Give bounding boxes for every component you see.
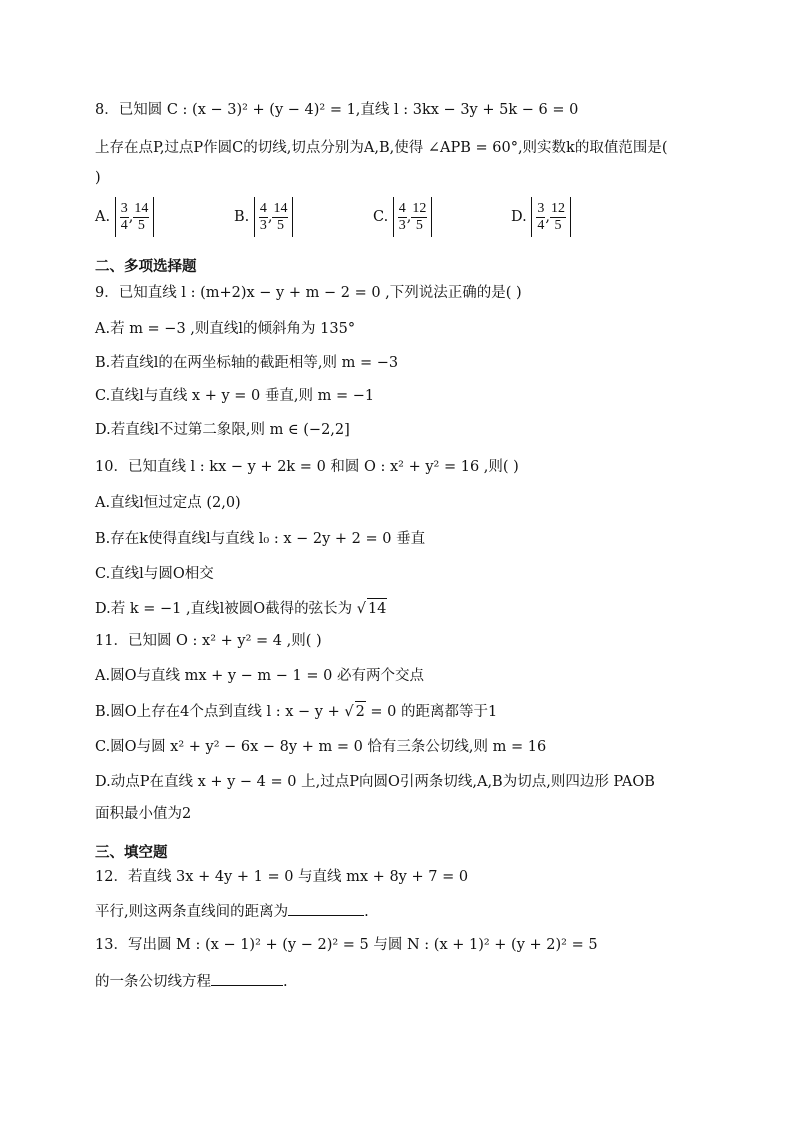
q9-option-a: A.若 m = −3 ,则直线l的倾斜角为 135° [95, 321, 356, 337]
denominator: 5 [554, 217, 562, 233]
stem-text: 的一条公切线方程 [95, 974, 211, 990]
q10-option-a: A.直线l恒过定点 (2,0) [95, 495, 241, 511]
q11-option-a: A.圆O与直线 mx + y − m − 1 = 0 必有两个交点 [95, 668, 424, 684]
q8-stem-line3: ) [95, 170, 101, 186]
interval: $\frac{4}{3}$ , $\frac{12}{5}$ [393, 197, 433, 237]
q11-option-b [95, 701, 497, 722]
numerator: 12 [550, 200, 565, 216]
fraction [133, 201, 149, 234]
q11-option-c: C.圆O与圆 x² + y² − 6x − 8y + m = 0 恰有三条公切线,则 m = 16 [95, 739, 547, 755]
numerator: 3 [537, 200, 545, 216]
fraction [120, 201, 129, 234]
q10-option-d [95, 598, 387, 619]
radicand: 14 [367, 598, 387, 619]
fraction [398, 201, 407, 234]
fraction [259, 201, 268, 234]
q11-option-d-line1: D.动点P在直线 x + y − 4 = 0 上,过点P向圆O引两条切线,A,B为切点,则四边形 PAOB [95, 774, 655, 790]
interval: $\frac{3}{4}$ , $\frac{14}{5}$ [115, 197, 155, 237]
numerator: 14 [134, 200, 149, 216]
q11-option-d-line2: 面积最小值为2 [95, 806, 192, 822]
numerator: 4 [259, 200, 267, 216]
q8-option-a [95, 197, 154, 237]
numerator: 12 [412, 200, 427, 216]
numerator: 3 [120, 200, 128, 216]
option-text: B.圆O上存在4个点到直线 l : x − y + √ [95, 704, 354, 720]
numerator: 14 [273, 200, 288, 216]
fraction [536, 201, 545, 234]
option-label: B. [234, 209, 250, 225]
denominator: 4 [537, 217, 545, 233]
denominator: 5 [276, 217, 284, 233]
q9-option-c: C.直线l与直线 x + y = 0 垂直,则 m = −1 [95, 388, 375, 404]
q12-stem-line2 [95, 901, 369, 922]
denominator: 5 [415, 217, 423, 233]
section-heading-multiple-choice: 二、多项选择题 [95, 259, 197, 275]
numerator: 4 [398, 200, 406, 216]
q10-option-c: C.直线l与圆O相交 [95, 566, 214, 582]
q8-option-b [234, 197, 293, 237]
answer-blank[interactable] [211, 971, 283, 986]
denominator: 5 [137, 217, 145, 233]
section-heading-fill-in: 三、填空题 [95, 845, 168, 861]
interval: $\frac{4}{3}$ , $\frac{14}{5}$ [254, 197, 294, 237]
option-text: D.若 k = −1 ,直线l被圆O截得的弦长为 √ [95, 601, 366, 617]
denominator: 3 [398, 217, 406, 233]
q8-stem-line2: 上存在点P,过点P作圆C的切线,切点分别为A,B,使得 ∠APB = 60°,则实数k的取值范围是( [95, 140, 668, 156]
option-label: D. [511, 209, 527, 225]
fraction [411, 201, 427, 234]
stem-text: . [283, 974, 288, 990]
q13-stem-line1: 13．写出圆 M : (x − 1)² + (y − 2)² = 5 与圆 N : (x + 1)² + (y + 2)² = 5 [95, 937, 598, 953]
answer-blank[interactable] [288, 901, 364, 916]
q10-stem: 10．已知直线 l : kx − y + 2k = 0 和圆 O : x² + y² = 16 ,则( ) [95, 459, 519, 475]
option-label: A. [95, 209, 111, 225]
interval: $\frac{3}{4}$ , $\frac{12}{5}$ [531, 197, 571, 237]
stem-text: . [364, 904, 369, 920]
stem-text: 平行,则这两条直线间的距离为 [95, 904, 289, 920]
fraction [550, 201, 566, 234]
option-text: = 0 的距离都等于1 [365, 704, 498, 720]
q9-option-d: D.若直线l不过第二象限,则 m ∈ (−2,2] [95, 422, 350, 438]
option-label: C. [373, 209, 389, 225]
q9-stem: 9．已知直线 l : (m+2)x − y + m − 2 = 0 ,下列说法正确的是( ) [95, 285, 522, 301]
radicand: 2 [355, 701, 366, 722]
fraction [272, 201, 288, 234]
q8-stem-line1: 8．已知圆 C : (x − 3)² + (y − 4)² = 1,直线 l : 3kx − 3y + 5k − 6 = 0 [95, 102, 579, 118]
q11-stem: 11．已知圆 O : x² + y² = 4 ,则( ) [95, 633, 322, 649]
denominator: 4 [120, 217, 128, 233]
denominator: 3 [259, 217, 267, 233]
q8-option-c [373, 197, 432, 237]
q13-stem-line2 [95, 971, 288, 992]
q9-option-b: B.若直线l的在两坐标轴的截距相等,则 m = −3 [95, 355, 399, 371]
q12-stem-line1: 12．若直线 3x + 4y + 1 = 0 与直线 mx + 8y + 7 = 0 [95, 869, 469, 885]
q8-option-d [511, 197, 571, 237]
q10-option-b: B.存在k使得直线l与直线 l₀ : x − 2y + 2 = 0 垂直 [95, 531, 426, 547]
